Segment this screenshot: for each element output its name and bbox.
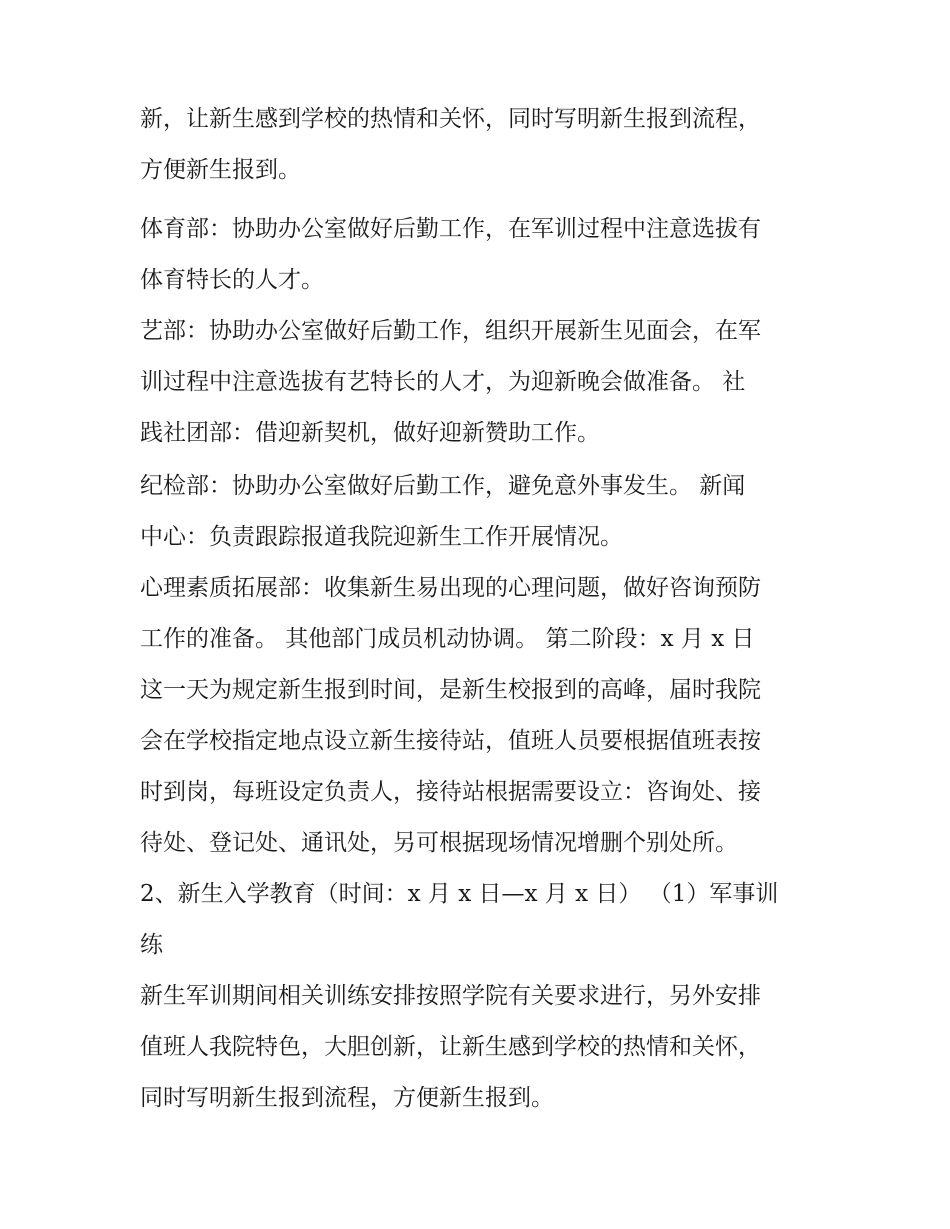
text-line: 会在学校指定地点设立新生接待站，值班人员要根据值班表按 [140,728,761,754]
text-line: 时到岗，每班设定负责人，接待站根据需要设立：咨询处、接 [140,779,761,805]
text-line: 体育特长的人才。 [140,267,324,293]
text-line: 方便新生报到。 [140,157,301,183]
text-line: 工作的准备。 其他部门成员机动协调。 第二阶段：x 月 x 日 [140,626,755,652]
text-line: 新，让新生感到学校的热情和关怀，同时写明新生报到流程， [140,106,761,132]
text-line: 练 [140,932,163,958]
text-line: 纪检部：协助办公室做好后勤工作，避免意外事发生。 新闻 [140,473,746,499]
text-line: 心理素质拓展部：收集新生易出现的心理问题，做好咨询预防 [140,575,761,601]
text-line: 这一天为规定新生报到时间，是新生校报到的高峰，届时我院 [140,677,761,703]
text-line: 值班人我院特色，大胆创新，让新生感到学校的热情和关怀， [140,1034,761,1060]
text-line: 体育部：协助办公室做好后勤工作，在军训过程中注意选拔有 [140,216,761,242]
text-line: 新生军训期间相关训练安排按照学院有关要求进行，另外安排 [140,983,761,1009]
text-line: 待处、登记处、通讯处，另可根据现场情况增删个别处所。 [140,830,738,856]
text-line: 同时写明新生报到流程，方便新生报到。 [140,1085,554,1111]
text-line: 训过程中注意选拔有艺特长的人才，为迎新晚会做准备。 社 [140,369,746,395]
text-line: 2、新生入学教育（时间：x 月 x 日—x 月 x 日） （1）军事训 [140,881,779,907]
text-line: 艺部：协助办公室做好后勤工作，组织开展新生见面会，在军 [140,318,761,344]
text-line: 践社团部：借迎新契机，做好迎新赞助工作。 [140,420,600,446]
text-line: 中心：负责跟踪报道我院迎新生工作开展情况。 [140,524,623,550]
